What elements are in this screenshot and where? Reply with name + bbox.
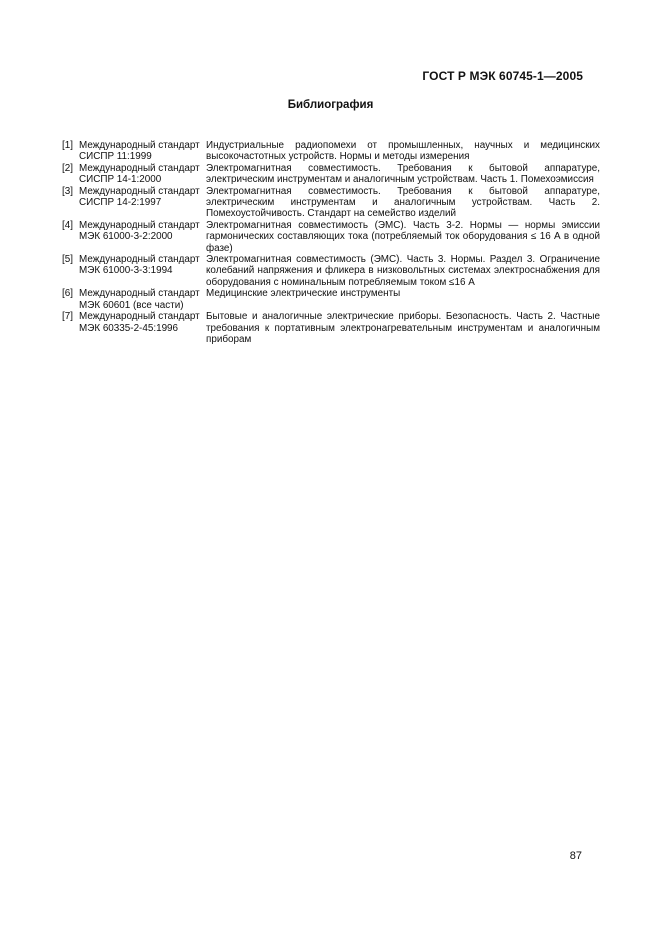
reference bbox=[62, 220, 206, 243]
reference-type: Международный стандарт bbox=[79, 254, 200, 266]
reference-type: Международный стандарт bbox=[79, 185, 200, 197]
reference-code: СИСПР 14-1:2000 bbox=[79, 174, 162, 186]
reference-code: СИСПР 11:1999 bbox=[79, 151, 152, 163]
entry-number: [4] bbox=[62, 219, 73, 231]
bibliography-list bbox=[62, 140, 600, 345]
bibliography-entry bbox=[62, 254, 600, 288]
entry-description: Электромагнитная совместимость. Требования к бытовой аппаратуре, электрическим инструментам и аналогичным устройствам. Часть 2. Помехоустойчивость. Стандарт на семейство изделий bbox=[206, 185, 600, 220]
bibliography-entry bbox=[62, 311, 600, 345]
reference-type: Международный стандарт bbox=[79, 311, 200, 323]
reference-code: МЭК 61000-3-2:2000 bbox=[79, 231, 173, 243]
entry-description: Бытовые и аналогичные электрические приборы. Безопасность. Часть 2. Частные требования к портативным электронагревательным инструментам и аналогичным приборам bbox=[206, 311, 600, 345]
entry-description: Электромагнитная совместимость (ЭМС). Часть 3. Нормы. Раздел 3. Ограничение колебаний напряжения и фликера в низковольтных системах электроснабжения для оборудования с номинальным потребляемым током ≤16 А bbox=[206, 254, 600, 288]
reference-text bbox=[79, 311, 206, 334]
entry-number: [1] bbox=[62, 140, 73, 151]
bibliography-entry bbox=[62, 186, 600, 220]
reference bbox=[62, 186, 206, 209]
entry-description: Индустриальные радиопомехи от промышленных, научных и медицинских высокочастотных устройств. Нормы и методы измерения bbox=[206, 140, 600, 163]
entry-number: [7] bbox=[62, 311, 73, 323]
page-number: 87 bbox=[569, 850, 582, 862]
reference bbox=[62, 311, 206, 334]
reference bbox=[62, 140, 206, 163]
bibliography-entry bbox=[62, 220, 600, 254]
bibliography-entry bbox=[62, 140, 600, 163]
reference-code: МЭК 60335-2-45:1996 bbox=[79, 322, 179, 334]
reference-type: Международный стандарт bbox=[79, 219, 200, 231]
reference bbox=[62, 163, 206, 186]
reference-code: МЭК 61000-3-3:1994 bbox=[79, 265, 173, 277]
reference-type: Международный стандарт bbox=[79, 162, 200, 174]
reference-text bbox=[79, 186, 206, 209]
reference-code: МЭК 60601 (все части) bbox=[79, 299, 184, 311]
reference-text bbox=[79, 288, 206, 311]
reference-text bbox=[79, 140, 206, 163]
reference-text bbox=[79, 163, 206, 186]
reference-text bbox=[79, 220, 206, 243]
reference bbox=[62, 254, 206, 277]
reference-type: Международный стандарт bbox=[79, 288, 200, 300]
document-code: ГОСТ Р МЭК 60745-1—2005 bbox=[422, 69, 583, 83]
reference bbox=[62, 288, 206, 311]
entry-number: [5] bbox=[62, 254, 73, 266]
entry-number: [6] bbox=[62, 288, 73, 300]
reference-type: Международный стандарт bbox=[79, 140, 200, 151]
entry-number: [3] bbox=[62, 185, 73, 197]
entry-description: Электромагнитная совместимость. Требования к бытовой аппаратуре, электрическим инструментам и аналогичным устройствам. Часть 1. Помехоэмиссия bbox=[206, 162, 600, 186]
entry-number: [2] bbox=[62, 162, 73, 174]
page-title: Библиография bbox=[287, 99, 374, 111]
bibliography-entry bbox=[62, 163, 600, 186]
bibliography-entry bbox=[62, 288, 600, 311]
reference-text bbox=[79, 254, 206, 277]
entry-description: Электромагнитная совместимость (ЭМС). Часть 3-2. Нормы — нормы эмиссии гармонических составляющих тока (потребляемый ток оборудования ≤ 16 А в одной фазе) bbox=[206, 219, 600, 254]
reference-code: СИСПР 14-2:1997 bbox=[79, 197, 162, 209]
entry-description: Медицинские электрические инструменты bbox=[206, 288, 401, 300]
